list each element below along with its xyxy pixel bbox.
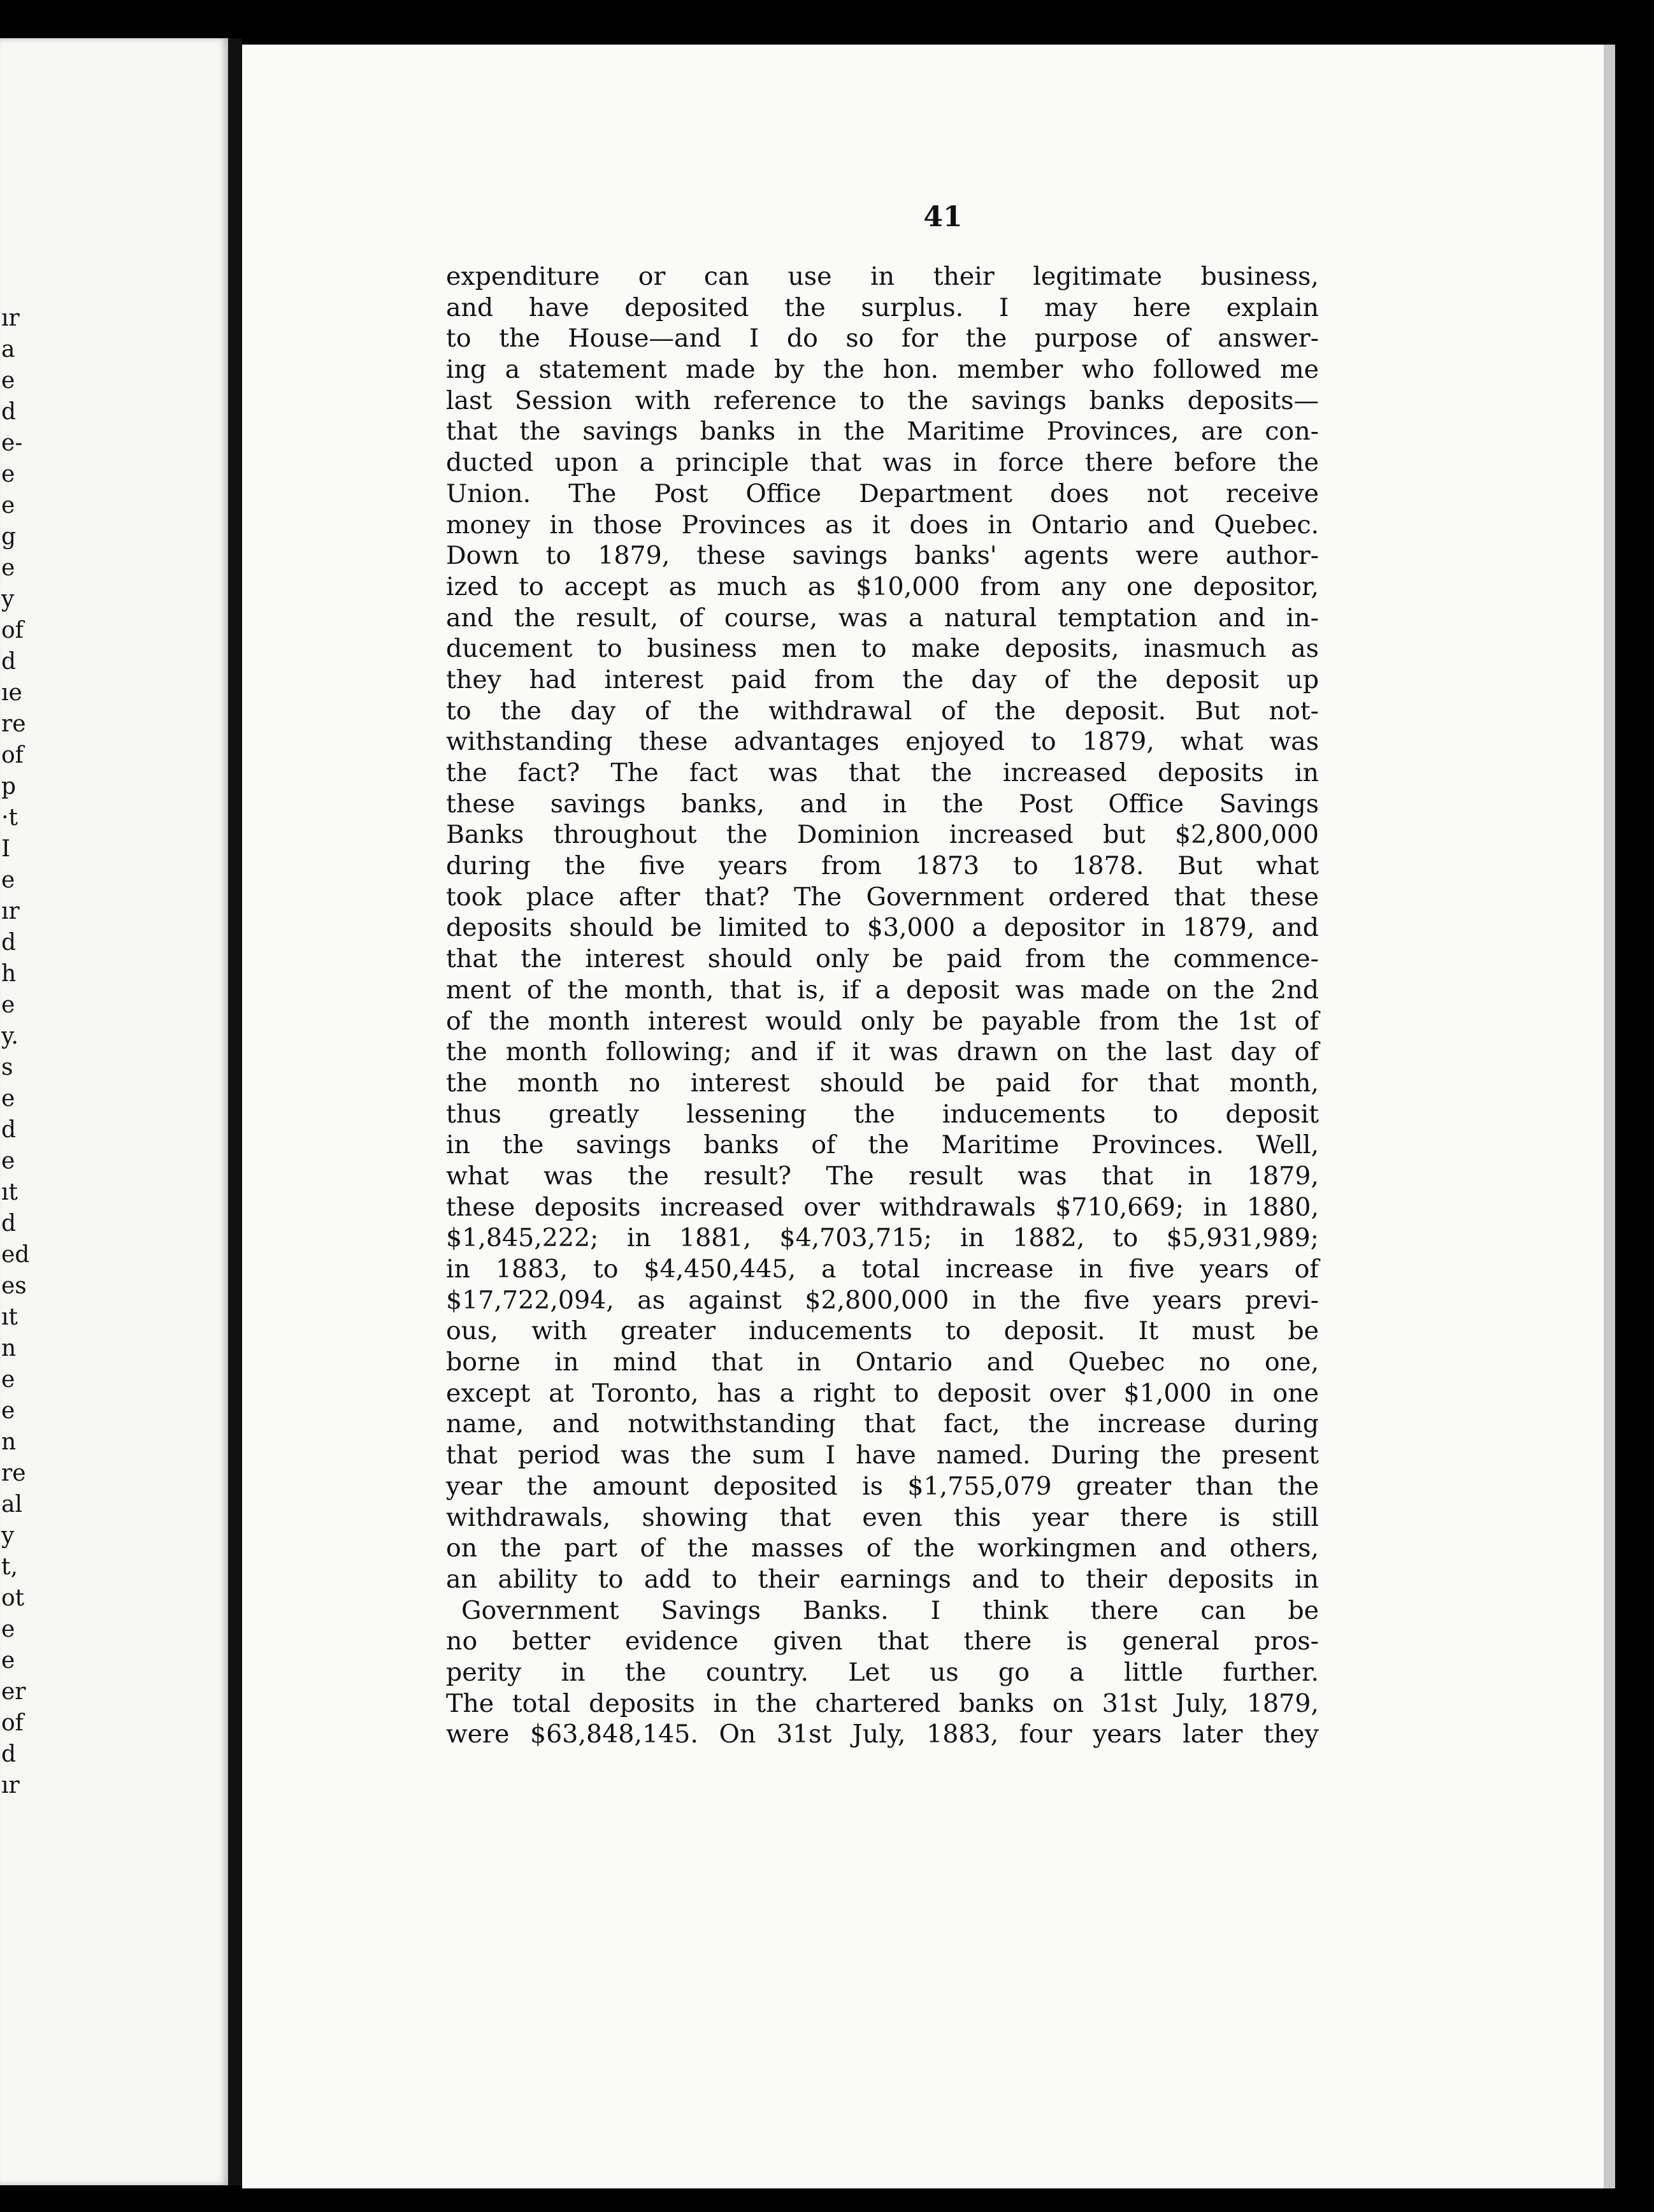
text-line: deposits should be limited to $3,000 a depositor in 1879, and bbox=[446, 913, 1319, 943]
left-line-fragment: a bbox=[1, 336, 15, 363]
text-line: Union. The Post Office Department does not receive bbox=[446, 478, 1319, 508]
left-line-fragment: e bbox=[1, 1086, 15, 1112]
text-line: last Session with reference to the savings banks deposits— bbox=[446, 385, 1319, 415]
page-number: 41 bbox=[923, 201, 963, 233]
left-line-fragment: ıe bbox=[1, 680, 22, 706]
text-line: the month no interest should be paid for that month, bbox=[446, 1068, 1319, 1098]
text-line: money in those Provinces as it does in Ontario and Quebec. bbox=[446, 510, 1319, 540]
text-line: to the House—and I do so for the purpose of answer- bbox=[446, 324, 1319, 354]
left-line-fragment: e bbox=[1, 867, 15, 893]
left-line-fragment: ot bbox=[1, 1585, 25, 1611]
text-line: that the interest should only be paid from the commence- bbox=[446, 944, 1319, 974]
text-line: the month following; and if it was drawn on the last day of bbox=[446, 1037, 1319, 1067]
left-line-fragment: ıt bbox=[1, 1304, 18, 1330]
text-line: in the savings banks of the Maritime Provinces. Well, bbox=[446, 1130, 1319, 1160]
left-line-fragment: ıt bbox=[1, 1179, 18, 1205]
text-line: that the savings banks in the Maritime Provinces, are con- bbox=[446, 417, 1319, 447]
left-line-fragment: e bbox=[1, 461, 15, 487]
left-line-fragment: d bbox=[1, 930, 17, 956]
text-line: year the amount deposited is $1,755,079 greater than the bbox=[446, 1471, 1319, 1501]
left-line-fragment: d bbox=[1, 399, 17, 425]
left-line-fragment: n bbox=[1, 1429, 17, 1455]
text-line: withstanding these advantages enjoyed to 1879, what was bbox=[446, 727, 1319, 757]
left-line-fragment: y bbox=[1, 1523, 15, 1549]
text-line: ducted upon a principle that was in force there before the bbox=[446, 448, 1319, 478]
left-line-fragment: e bbox=[1, 1616, 15, 1642]
text-line: Banks throughout the Dominion increased but $2,800,000 bbox=[446, 820, 1319, 850]
left-line-fragment: g bbox=[1, 524, 17, 550]
text-line: Government Savings Banks. I think there can be bbox=[461, 1595, 1319, 1625]
text-line: an ability to add to their earnings and to their deposits in bbox=[446, 1564, 1319, 1594]
text-line: these savings banks, and in the Post Office Savings bbox=[446, 789, 1319, 819]
text-line: ment of the month, that is, if a deposit was made on the 2nd bbox=[446, 975, 1319, 1005]
left-line-fragment: h bbox=[1, 961, 17, 987]
left-line-fragment: es bbox=[1, 1273, 27, 1299]
text-line: Down to 1879, these savings banks' agents were author- bbox=[446, 541, 1319, 571]
text-line: $1,845,222; in 1881, $4,703,715; in 1882, to $5,931,989; bbox=[446, 1223, 1319, 1253]
left-line-fragment: d bbox=[1, 649, 17, 675]
left-line-fragment: e bbox=[1, 368, 15, 394]
text-line: name, and notwithstanding that fact, the increase during bbox=[446, 1409, 1319, 1439]
text-line: took place after that? The Government ordered that these bbox=[446, 882, 1319, 912]
left-line-fragment: p bbox=[1, 773, 17, 800]
left-line-fragment: e bbox=[1, 492, 15, 519]
text-line: except at Toronto, has a right to deposit over $1,000 in one bbox=[446, 1378, 1319, 1408]
body-text bbox=[446, 261, 1319, 1750]
left-line-fragment: e bbox=[1, 555, 15, 581]
text-line: were $63,848,145. On 31st July, 1883, four years later they bbox=[446, 1720, 1319, 1749]
text-line: and have deposited the surplus. I may here explain bbox=[446, 292, 1319, 322]
left-line-fragment: s bbox=[1, 1054, 13, 1081]
text-line: what was the result? The result was that in 1879, bbox=[446, 1161, 1319, 1191]
text-line: during the five years from 1873 to 1878. But what bbox=[446, 851, 1319, 881]
text-line: withdrawals, showing that even this year there is still bbox=[446, 1502, 1319, 1532]
left-line-fragment: e bbox=[1, 1367, 15, 1393]
left-line-fragment: re bbox=[1, 711, 26, 737]
left-line-fragment: e bbox=[1, 1398, 15, 1424]
left-line-fragment: of bbox=[1, 742, 24, 768]
book-gutter bbox=[228, 38, 242, 2185]
left-line-fragment: I bbox=[1, 836, 11, 862]
text-line: and the result, of course, was a natural temptation and in- bbox=[446, 603, 1319, 633]
text-line: that period was the sum I have named. During the present bbox=[446, 1440, 1319, 1470]
left-line-fragment: ır bbox=[1, 1772, 20, 1799]
text-line: no better evidence given that there is general pros- bbox=[446, 1627, 1319, 1656]
left-line-fragment: er bbox=[1, 1679, 26, 1705]
left-line-fragment: ır bbox=[1, 305, 20, 331]
left-line-fragment: d bbox=[1, 1741, 17, 1767]
text-line: ing a statement made by the hon. member who followed me bbox=[446, 355, 1319, 385]
left-line-fragment: y. bbox=[1, 1023, 18, 1049]
text-line: the fact? The fact was that the increased deposits in bbox=[446, 758, 1319, 787]
left-line-fragment: ·t bbox=[1, 805, 18, 831]
left-line-fragment: y bbox=[1, 586, 15, 612]
left-line-fragment: e bbox=[1, 1148, 15, 1174]
text-line: ized to accept as much as $10,000 from any one depositor, bbox=[446, 571, 1319, 601]
left-page-text-fragments bbox=[0, 303, 30, 1801]
left-line-fragment: d bbox=[1, 1210, 17, 1237]
left-page bbox=[0, 38, 228, 2185]
text-line: they had interest paid from the day of the deposit up bbox=[446, 664, 1319, 694]
text-line: in 1883, to $4,450,445, a total increase in five years of bbox=[446, 1254, 1319, 1284]
text-line: on the part of the masses of the workingmen and others, bbox=[446, 1533, 1319, 1563]
left-line-fragment: of bbox=[1, 617, 24, 643]
left-line-fragment: d bbox=[1, 1117, 17, 1143]
left-line-fragment: e bbox=[1, 992, 15, 1018]
text-line: ous, with greater inducements to deposit. It must be bbox=[446, 1316, 1319, 1346]
text-line: borne in mind that in Ontario and Quebec no one, bbox=[446, 1347, 1319, 1377]
text-line: perity in the country. Let us go a little further. bbox=[446, 1657, 1319, 1687]
text-line: The total deposits in the chartered banks on 31st July, 1879, bbox=[446, 1688, 1319, 1718]
left-line-fragment: e- bbox=[1, 430, 23, 456]
text-line: of the month interest would only be payable from the 1st of bbox=[446, 1006, 1319, 1036]
left-line-fragment: al bbox=[1, 1491, 22, 1518]
text-line: these deposits increased over withdrawals $710,669; in 1880, bbox=[446, 1192, 1319, 1222]
text-line: thus greatly lessening the inducements to deposit bbox=[446, 1099, 1319, 1129]
left-line-fragment: e bbox=[1, 1648, 15, 1674]
text-line: $17,722,094, as against $2,800,000 in the five years previ- bbox=[446, 1285, 1319, 1315]
left-line-fragment: ır bbox=[1, 898, 20, 924]
text-line: expenditure or can use in their legitimate business, bbox=[446, 262, 1319, 291]
text-line: ducement to business men to make deposits, inasmuch as bbox=[446, 634, 1319, 664]
left-line-fragment: re bbox=[1, 1460, 26, 1486]
left-line-fragment: of bbox=[1, 1710, 24, 1736]
left-line-fragment: n bbox=[1, 1335, 17, 1361]
left-line-fragment: ed bbox=[1, 1242, 30, 1268]
left-line-fragment: t, bbox=[1, 1554, 18, 1580]
right-page bbox=[242, 45, 1615, 2188]
text-line: to the day of the withdrawal of the deposit. But not- bbox=[446, 696, 1319, 726]
